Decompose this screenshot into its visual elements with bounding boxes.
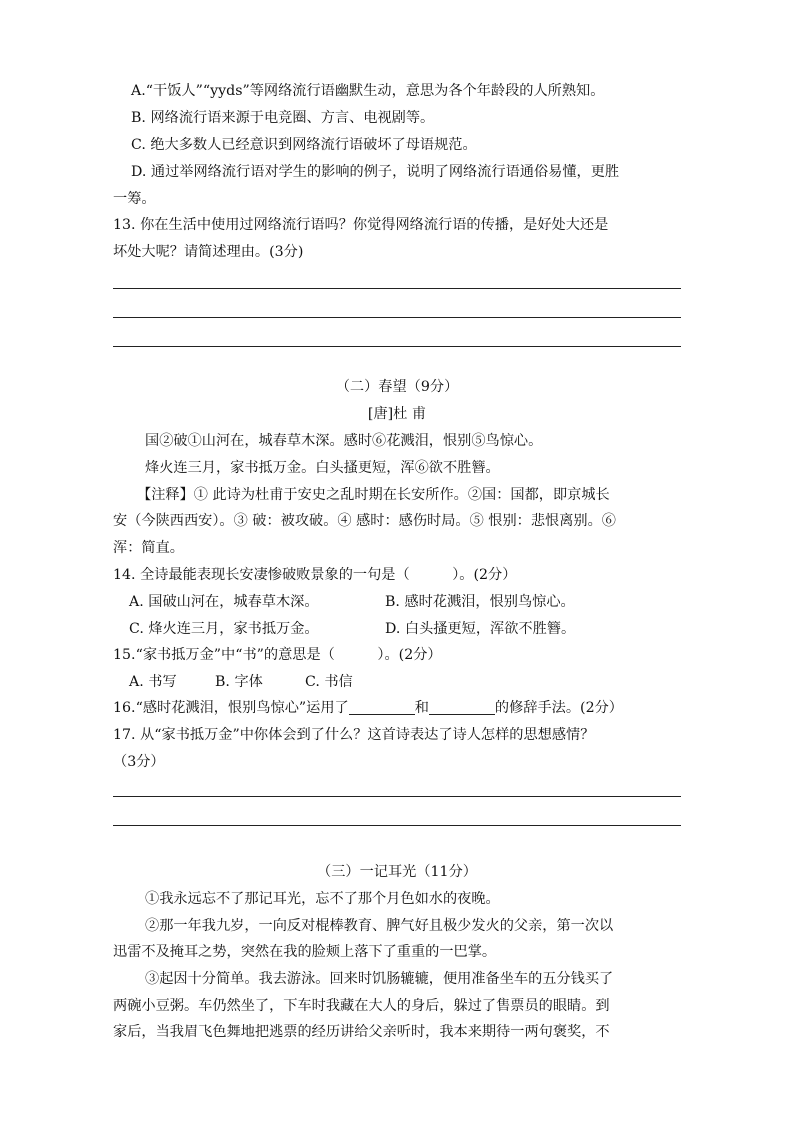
q12-option-a: A.“干饭人”“yyds”等网络流行语幽默生动，意思为各个年龄段的人所熟知。 [131, 83, 605, 99]
q16-text: 16.“感时花溅泪，恨别鸟惊心”运用了 [113, 700, 349, 716]
poem-author: [唐]杜 甫 [367, 406, 427, 422]
q13-stem-cont: 坏处大呢？请简述理由。(3分) [113, 244, 304, 260]
q14-stem: 14. 全诗最能表现长安凄惨破败景象的一句是（ ）。(2分） [113, 567, 517, 583]
answer-line [113, 346, 681, 347]
answer-line [113, 825, 681, 826]
story-paragraph-2: ②那一年我九岁，一向反对棍棒教育、脾气好且极少发火的父亲，第一次以 [145, 918, 614, 934]
q15-option-b: B. 字体 [215, 674, 263, 690]
q12-option-c: C. 绝大多数人已经意识到网络流行语破坏了母语规范。 [131, 137, 477, 153]
q13-stem: 13. 你在生活中使用过网络流行语吗？你觉得网络流行语的传播，是好处大还是 [113, 217, 609, 233]
story-paragraph-3: ③起因十分简单。我去游泳。回来时饥肠辘辘，便用准备坐车的五分钱买了 [145, 971, 614, 987]
q14-option-c: C. 烽火连三月，家书抵万金。 [129, 621, 319, 637]
story-paragraph-3-cont: 家后，当我眉飞色舞地把逃票的经历讲给父亲听时，我本来期待一两句褒奖，不 [113, 1024, 610, 1040]
story-paragraph-2-cont: 迅雷不及掩耳之势，突然在我的脸颊上落下了重重的一巴掌。 [113, 944, 497, 960]
q15-option-c: C. 书信 [305, 674, 353, 690]
q12-option-d: D. 通过举网络流行语对学生的影响的例子，说明了网络流行语通俗易懂，更胜 [131, 164, 620, 180]
poem-line-1: 国②破①山河在，城春草木深。感时⑥花溅泪，恨别⑤鸟惊心。 [145, 433, 543, 449]
poem-note-cont: 安（今陕西西安）。③ 破：被攻破。④ 感时：感伤时局。⑤ 恨别：悲恨离别。⑥ [113, 513, 616, 529]
q16-text: 和 [414, 700, 429, 716]
poem-heading: （二）春望（9分） [335, 379, 459, 395]
q14-option-d: D. 白头搔更短，浑欲不胜簪。 [385, 621, 576, 637]
q17-stem: 17. 从“家书抵万金”中你体会到了什么？这首诗表达了诗人怎样的思想感情？ [113, 727, 595, 743]
q16-stem [113, 698, 623, 718]
poem-note-cont: 浑：简直。 [113, 540, 184, 556]
story-heading: （三）一记耳光（11分） [317, 864, 477, 880]
q12-option-d-cont: 一筹。 [113, 191, 156, 207]
q14-option-a: A. 国破山河在，城春草木深。 [129, 594, 319, 610]
answer-line [113, 317, 681, 318]
answer-line [113, 796, 681, 797]
q15-option-a: A. 书写 [129, 674, 177, 690]
answer-line [113, 288, 681, 289]
q14-option-b: B. 感时花溅泪，恨别鸟惊心。 [385, 594, 575, 610]
q16-text: 的修辞手法。(2分） [494, 700, 623, 716]
poem-note: 【注释】① 此诗为杜甫于安史之乱时期在长安所作。②国：国都，即京城长 [137, 487, 610, 503]
fill-blank[interactable] [429, 700, 495, 715]
q12-option-b: B. 网络流行语来源于电竞圈、方言、电视剧等。 [131, 110, 435, 126]
fill-blank[interactable] [349, 700, 415, 715]
q17-stem-cont: （3分） [113, 754, 165, 770]
story-paragraph-3-cont: 两碗小豆粥。车仍然坐了，下车时我藏在大人的身后，躲过了售票员的眼睛。到 [113, 998, 610, 1014]
poem-line-2: 烽火连三月，家书抵万金。白头搔更短，浑⑥欲不胜簪。 [145, 460, 500, 476]
q15-stem: 15.“家书抵万金”中“书”的意思是（ ）。(2分） [113, 647, 442, 663]
story-paragraph-1: ①我永远忘不了那记耳光，忘不了那个月色如水的夜晚。 [145, 891, 500, 907]
